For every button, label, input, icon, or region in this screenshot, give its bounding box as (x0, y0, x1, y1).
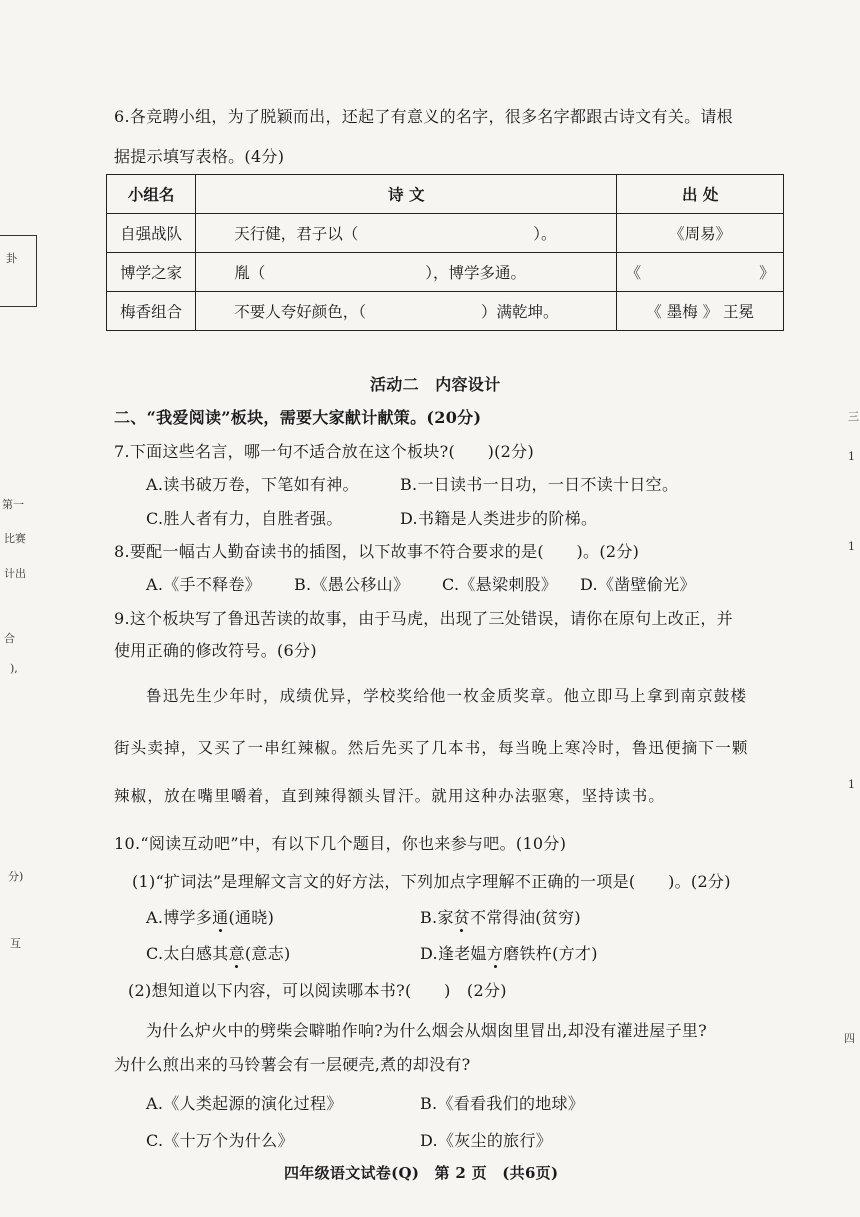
passage-line: 街头卖掉，又买了一串红辣椒。然后先买了几本书，每当晚上寒冷时，鲁迅便摘下一颗 (114, 739, 749, 757)
table-header: 诗 文 (196, 175, 617, 214)
question-9-line1: 9.这个板块写了鲁迅苦读的故事，由于马虎，出现了三处错误，请你在原句上改正，并 (114, 609, 733, 628)
margin-fragment: 互 (10, 937, 21, 950)
dotted-char: 方 (486, 944, 504, 963)
table-row (107, 214, 784, 253)
option-a (146, 905, 274, 928)
poem-text: ）。 (533, 225, 557, 243)
option-c (146, 941, 291, 964)
margin-fragment: 第一 (2, 498, 24, 511)
option-c: C.胜人者有力，自胜者强。 (146, 509, 343, 528)
question-7-stem: 7.下面这些名言，哪一句不适合放在这个板块?( )(2分) (114, 442, 534, 461)
sub-question-2: (2)想知道以下内容，可以阅读哪本书?( ) (2分) (128, 981, 507, 1000)
option-d: D.书籍是人类进步的阶梯。 (400, 509, 598, 528)
reading-text: 为什么炉火中的劈柴会噼啪作响?为什么烟会从烟囱里冒出,却没有灌进屋子里? (146, 1021, 708, 1040)
sub-question-1: (1)“扩词法”是理解文言文的好方法，下列加点字理解不正确的一项是( )。(2分) (132, 872, 731, 891)
option-text: D.逢老媪 (420, 944, 487, 963)
margin-fragment: 卦 (6, 252, 17, 265)
dotted-char: 通 (212, 908, 229, 927)
option-a: A.《人类起源的演化过程》 (146, 1094, 343, 1113)
option-a: A.《手不释卷》 (146, 575, 262, 594)
question-6-line2: 据提示填写表格。(4分) (114, 147, 285, 166)
option-text: A.博学多 (146, 908, 213, 927)
option-text: B.家 (420, 908, 454, 927)
poem-text: ），博学多通。 (425, 264, 526, 282)
option-b: B.《看看我们的地球》 (420, 1094, 585, 1113)
option-b: B.《愚公移山》 (294, 575, 410, 594)
source-cell: 《周易》 (617, 214, 784, 253)
option-d: D.《凿壁偷光》 (580, 575, 696, 594)
group-name: 博学之家 (107, 253, 196, 292)
option-d (420, 941, 598, 964)
passage-line: 辣椒，放在嘴里嚼着，直到辣得额头冒汗。就用这种办法驱寒，坚持读书。 (114, 787, 666, 805)
question-6-line1: 6.各竞聘小组，为了脱颖而出，还起了有意义的名字，很多名字都跟古诗文有关。请根 (114, 107, 733, 126)
margin-fragment: 分) (8, 870, 24, 883)
question-9-line2: 使用正确的修改符号。(6分) (114, 641, 317, 660)
section-heading: 二、“我爱阅读”板块，需要大家献计献策。(20分) (114, 408, 482, 427)
question-10-stem: 10.“阅读互动吧”中，有以下几个题目，你也来参与吧。(10分) (114, 834, 567, 853)
poem-table (106, 174, 784, 331)
margin-bracket (0, 235, 37, 307)
option-text: (意志) (244, 944, 291, 963)
option-a: A.读书破万卷，下笔如有神。 (146, 475, 359, 494)
option-text: 磨铁杵(方才) (503, 944, 598, 963)
poem-text: 不要人夸好颜色，（ (234, 303, 366, 321)
option-c: C.《悬梁刺股》 (442, 575, 558, 594)
margin-fragment: 1 (848, 450, 855, 463)
poem-text: 胤（ (234, 264, 266, 282)
dotted-char: 意 (228, 944, 245, 963)
group-name: 梅香组合 (107, 292, 196, 331)
margin-fragment: 比赛 (4, 532, 26, 545)
source-cell[interactable] (617, 253, 784, 292)
margin-fragment: 三 (848, 410, 859, 423)
passage-line: 鲁迅先生少年时，成绩优异，学校奖给他一枚金质奖章。他立即马上拿到南京鼓楼 (146, 687, 748, 705)
activity-title: 活动二 内容设计 (370, 375, 501, 394)
reading-text: 为什么煎出来的马铃薯会有一层硬壳,煮的却没有? (114, 1055, 471, 1074)
option-text: (通晓) (228, 908, 275, 927)
margin-fragment: ), (10, 662, 18, 675)
margin-fragment: 1 (848, 540, 855, 553)
poem-text: 天行健，君子以（ (234, 225, 359, 243)
margin-fragment: 四 (844, 1032, 855, 1045)
poem-cell[interactable] (196, 253, 617, 292)
table-header: 出 处 (617, 175, 784, 214)
poem-cell[interactable] (196, 292, 617, 331)
option-c: C.《十万个为什么》 (146, 1131, 294, 1150)
source-cell: 《 墨梅 》 王冕 (617, 292, 784, 331)
margin-fragment: 1 (848, 778, 855, 791)
table-header: 小组名 (107, 175, 196, 214)
option-b: B.一日读书一日功，一日不读十日空。 (400, 475, 679, 494)
table-row (107, 292, 784, 331)
poem-text: ）满乾坤。 (480, 303, 559, 321)
source-bracket-close: 》 (759, 264, 775, 282)
option-d: D.《灰尘的旅行》 (420, 1131, 553, 1150)
dotted-char: 贫 (453, 908, 471, 927)
page-footer: 四年级语文试卷(Q) 第 2 页 (共6页) (284, 1164, 559, 1182)
table-row (107, 253, 784, 292)
margin-fragment: 合 (4, 632, 15, 645)
option-text: C.太白感其 (146, 944, 229, 963)
margin-fragment: 计出 (4, 567, 26, 580)
option-text: 不常得油(贫穷) (470, 908, 581, 927)
source-bracket-open: 《 (625, 264, 642, 282)
option-b (420, 905, 581, 928)
table-header-row (107, 175, 784, 214)
question-8-stem: 8.要配一幅古人勤奋读书的插图，以下故事不符合要求的是( )。(2分) (114, 542, 640, 561)
group-name: 自强战队 (107, 214, 196, 253)
poem-cell[interactable] (196, 214, 617, 253)
